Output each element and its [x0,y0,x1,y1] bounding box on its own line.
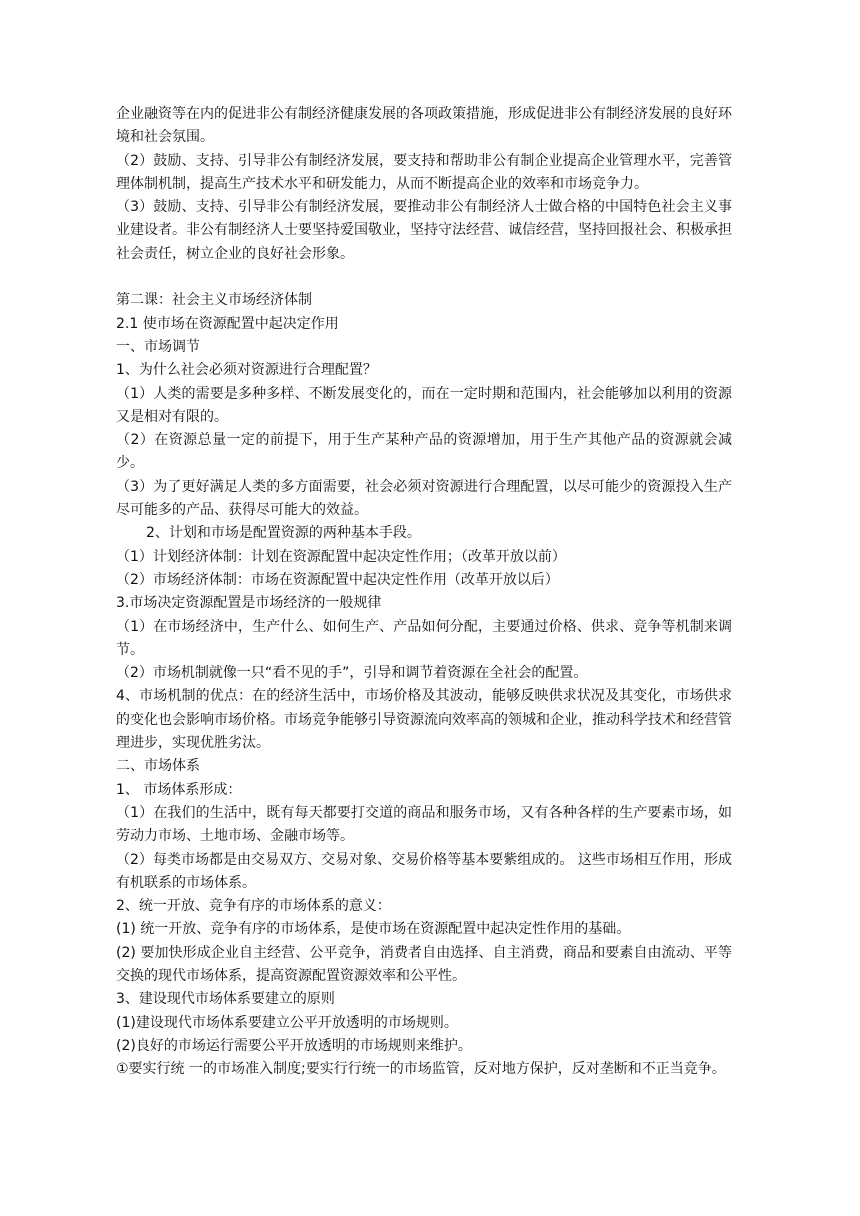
paragraph: （1）在市场经济中，生产什么、如何生产、产品如何分配，主要通过价格、供求、竞争等机制来调节。 [116,618,732,658]
paragraph: （2）鼓励、支持、引导非公有制经济发展，要支持和帮助非公有制企业提高企业管理水平，完善管理体制机制，提高生产技术水平和研发能力，从而不断提高企业的效率和市场竞争力。 [116,152,732,192]
paragraph: ①要实行统 一的市场准入制度;要实行行统一的市场监管，反对地方保护，反对垄断和不正当竞争。 [116,1061,726,1078]
section-heading: 2.1 使市场在资源配置中起决定作用 [116,315,339,332]
subsection-heading: 一、市场调节 [116,338,200,355]
question-heading: 2、统一开放、竞争有序的市场体系的意义： [116,898,391,915]
document-page [116,103,732,1081]
paragraph: (2) 要加快形成企业自主经营、公平竞争，消费者自由选择、自主消费，商品和要素自由流动、平等交换的现代市场体系，提高资源配置资源效率和公平性。 [116,944,732,984]
paragraph: （2）市场机制就像一只“看不见的手”，引导和调节着资源在全社会的配置。 [116,665,588,682]
subsection-heading: 二、市场体系 [116,758,200,775]
lesson-title: 第二课：社会主义市场经济体制 [116,292,312,309]
question-heading: 1、 市场体系形成： [116,781,242,798]
paragraph: （2）市场经济体制：市场在资源配置中起决定性作用（改革开放以后） [116,571,559,588]
paragraph: (1)建设现代市场体系要建立公平开放透明的市场规则。 [116,1014,458,1031]
paragraph: （1）在我们的生活中，既有每天都要打交道的商品和服务市场，又有各种各样的生产要素市场，如劳动力市场、土地市场、金融市场等。 [116,804,732,845]
paragraph: （1）人类的需要是多种多样、不断发展变化的，而在一定时期和范围内，社会能够加以利用的资源又是相对有限的。 [116,385,732,425]
paragraph: （1）计划经济体制：计划在资源配置中起决定性作用；（改革开放以前） [116,548,566,565]
question-heading: 3、建设现代市场体系要建立的原则 [116,991,335,1008]
paragraph: 企业融资等在内的促进非公有制经济健康发展的各项政策措施，形成促进非公有制经济发展的良好环境和社会氛围。 [116,106,732,146]
paragraph: （3）鼓励、支持、引导非公有制经济发展，要推动非公有制经济人士做合格的中国特色社会主义事业建设者。非公有制经济人士要坚持爱国敬业，坚持守法经营、诚信经营，坚持回报社会、积极承担社会责任，树立企业的良好社会形象。 [116,199,732,262]
question-heading: 1、为什么社会必须对资源进行合理配置？ [116,362,377,379]
paragraph: （3）为了更好满足人类的多方面需要，社会必须对资源进行合理配置，以尽可能少的资源投入生产尽可能多的产品、获得尽可能大的效益。 [116,478,732,519]
question-heading: 3.市场决定资源配置是市场经济的一般规律 [116,595,382,612]
paragraph: 4、市场机制的优点：在的经济生活中，市场价格及其波动，能够反映供求状况及其变化，市场供求的变化也会影响市场价格。市场竞争能够引导资源流向效率高的领城和企业，推动科学技术和经营管理进步，实现优胜劣汰。 [116,688,732,752]
paragraph: (2)良好的市场运行需要公平开放透明的市场规则来维护。 [116,1037,472,1054]
question-heading: 2、计划和市场是配置资源的两种基本手段。 [146,525,421,542]
blank-line [116,266,732,289]
paragraph: （2）每类市场都是由交易双方、交易对象、交易价格等基本要紫组成的。 这些市场相互作用，形成有机联系的市场体系。 [116,851,732,891]
paragraph: （2）在资源总量一定的前提下，用于生产某种产品的资源增加，用于生产其他产品的资源就会减少。 [116,432,732,472]
paragraph: (1) 统一开放、竞争有序的市场体系，是使市场在资源配置中起决定性作用的基础。 [116,921,631,938]
